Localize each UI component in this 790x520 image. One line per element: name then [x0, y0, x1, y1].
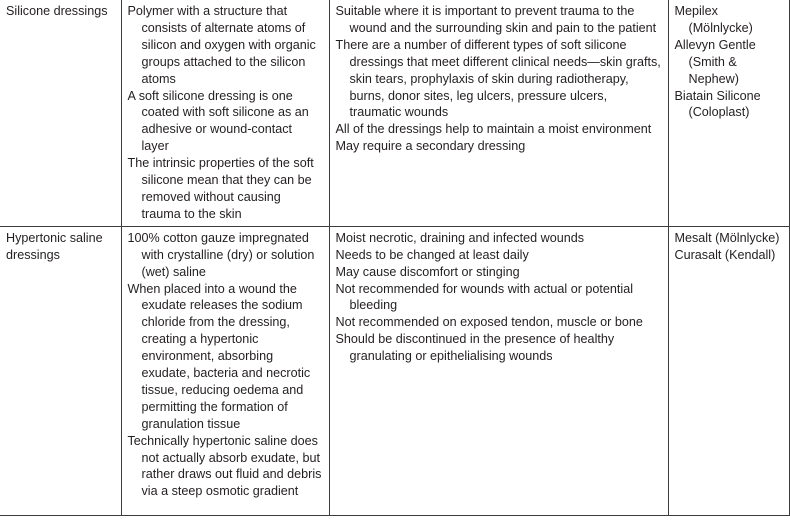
indication-item: Needs to be changed at least daily: [335, 247, 529, 262]
dressing-name: Silicone dressings: [6, 4, 108, 18]
indication-item: Should be discontinued in the presence of healthy granulating or epithelialising wounds: [335, 332, 615, 364]
indication-item: All of the dressings help to maintain a moist environment: [335, 122, 652, 137]
examples-cell: [668, 0, 789, 226]
description-item: Technically hypertonic saline does not actually absorb exudate, but rather draws out fluid and debris via a steep osmotic gradient: [127, 433, 322, 499]
example-item: Curasalt (Kendall): [674, 247, 776, 262]
description-item: When placed into a wound the exudate releases the sodium chloride from the dressing, creating a hypertonic environment, absorbing exudate, bacteria and necrotic tissue, reducing oedema and permitting the formation of granulation tissue: [127, 281, 311, 431]
indication-item: May cause discomfort or stinging: [335, 264, 520, 279]
dressing-name-cell: [0, 226, 121, 515]
dressing-name-cell: [0, 0, 121, 226]
indication-item: Not recommended on exposed tendon, muscle or bone: [335, 315, 643, 330]
dressing-name: Hypertonic saline dressings: [6, 230, 103, 262]
description-cell: [121, 0, 329, 226]
indication-item: Moist necrotic, draining and infected wounds: [335, 230, 585, 245]
description-item: A soft silicone dressing is one coated with soft silicone as an adhesive or wound-contact layer: [127, 88, 309, 154]
example-item: Mepilex (Mölnlycke): [674, 4, 753, 35]
description-item: The intrinsic properties of the soft silicone mean that they can be removed without causing trauma to the skin: [127, 156, 314, 221]
examples-cell: [668, 226, 789, 515]
indication-item: May require a secondary dressing: [335, 139, 526, 154]
indications-cell: [329, 226, 668, 515]
description-cell: [121, 226, 329, 515]
description-item: Polymer with a structure that consists of alternate atoms of silicon and oxygen with organic groups attached to the silicon atoms: [127, 4, 316, 86]
indication-item: There are a number of different types of soft silicone dressings that meet different clinical needs—skin grafts, skin tears, prophylaxis of skin during radiotherapy, burns, donor sites, leg ulcers, pressure ulcers, traumatic wounds: [335, 37, 661, 120]
description-item: 100% cotton gauze impregnated with crystalline (dry) or solution (wet) saline: [127, 230, 315, 279]
indication-item: Suitable where it is important to prevent trauma to the wound and the surrounding skin and pain to the patient: [335, 4, 657, 35]
table-row: [0, 0, 789, 226]
example-item: Allevyn Gentle (Smith & Nephew): [674, 37, 756, 86]
indication-item: Not recommended for wounds with actual or potential bleeding: [335, 281, 634, 313]
example-item: Mesalt (Mölnlycke): [674, 230, 780, 245]
table-row: [0, 226, 789, 515]
example-item: Biatain Silicone (Coloplast): [674, 88, 761, 120]
indications-cell: [329, 0, 668, 226]
